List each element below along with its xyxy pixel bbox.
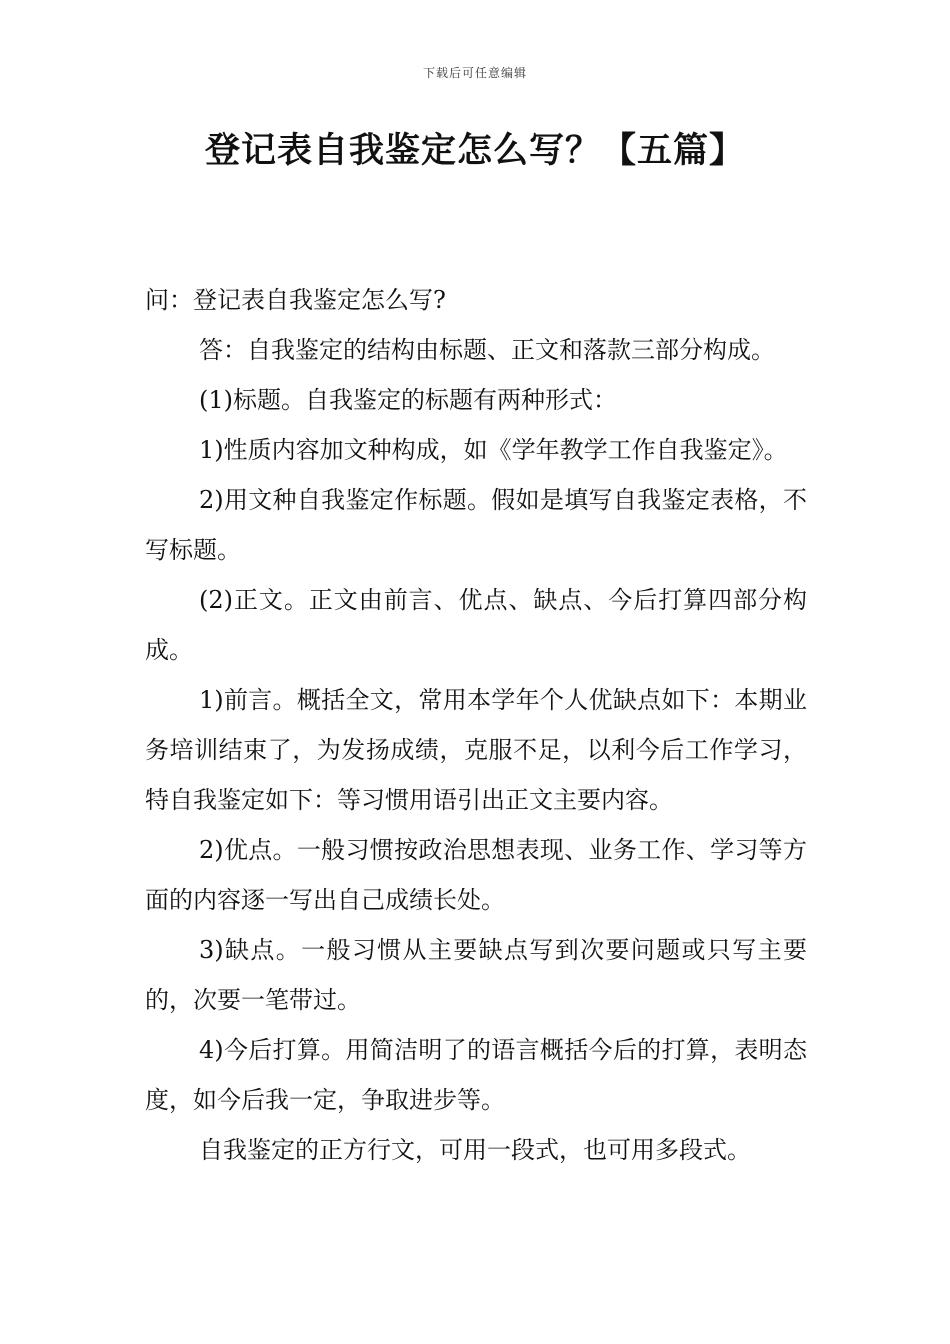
document-title: 登记表自我鉴定怎么写？【五篇】 <box>204 131 745 171</box>
header-note: 下载后可任意编辑 <box>422 66 527 80</box>
format-paragraph: 自我鉴定的正方行文，可用一段式，也可用多段式。 <box>199 1136 751 1164</box>
title-form-one-paragraph: 1)性质内容加文种构成，如《学年教学工作自我鉴定》。 <box>199 436 788 464</box>
weaknesses-paragraph: 3)缺点。一般习惯从主要缺点写到次要问题或只写主要的，次要一笔带过。 <box>145 936 807 1014</box>
body-section-paragraph: (2)正文。正文由前言、优点、缺点、今后打算四部分构成。 <box>145 586 807 664</box>
future-plan-paragraph: 4)今后打算。用简洁明了的语言概括今后的打算，表明态度，如今后我一定，争取进步等。 <box>145 1036 807 1114</box>
strengths-paragraph: 2)优点。一般习惯按政治思想表现、业务工作、学习等方面的内容逐一写出自己成绩长处。 <box>145 836 807 914</box>
preface-paragraph: 1)前言。概括全文，常用本学年个人优缺点如下：本期业务培训结束了，为发扬成绩，克服不足，以利今后工作学习，特自我鉴定如下：等习惯用语引出正文主要内容。 <box>145 686 807 814</box>
question-paragraph: 问：登记表自我鉴定怎么写? <box>145 286 446 314</box>
document-body <box>145 275 807 1175</box>
answer-paragraph: 答：自我鉴定的结构由标题、正文和落款三部分构成。 <box>199 336 775 364</box>
title-form-two-paragraph: 2)用文种自我鉴定作标题。假如是填写自我鉴定表格，不写标题。 <box>145 486 807 564</box>
title-section-paragraph: (1)标题。自我鉴定的标题有两种形式： <box>199 386 617 414</box>
